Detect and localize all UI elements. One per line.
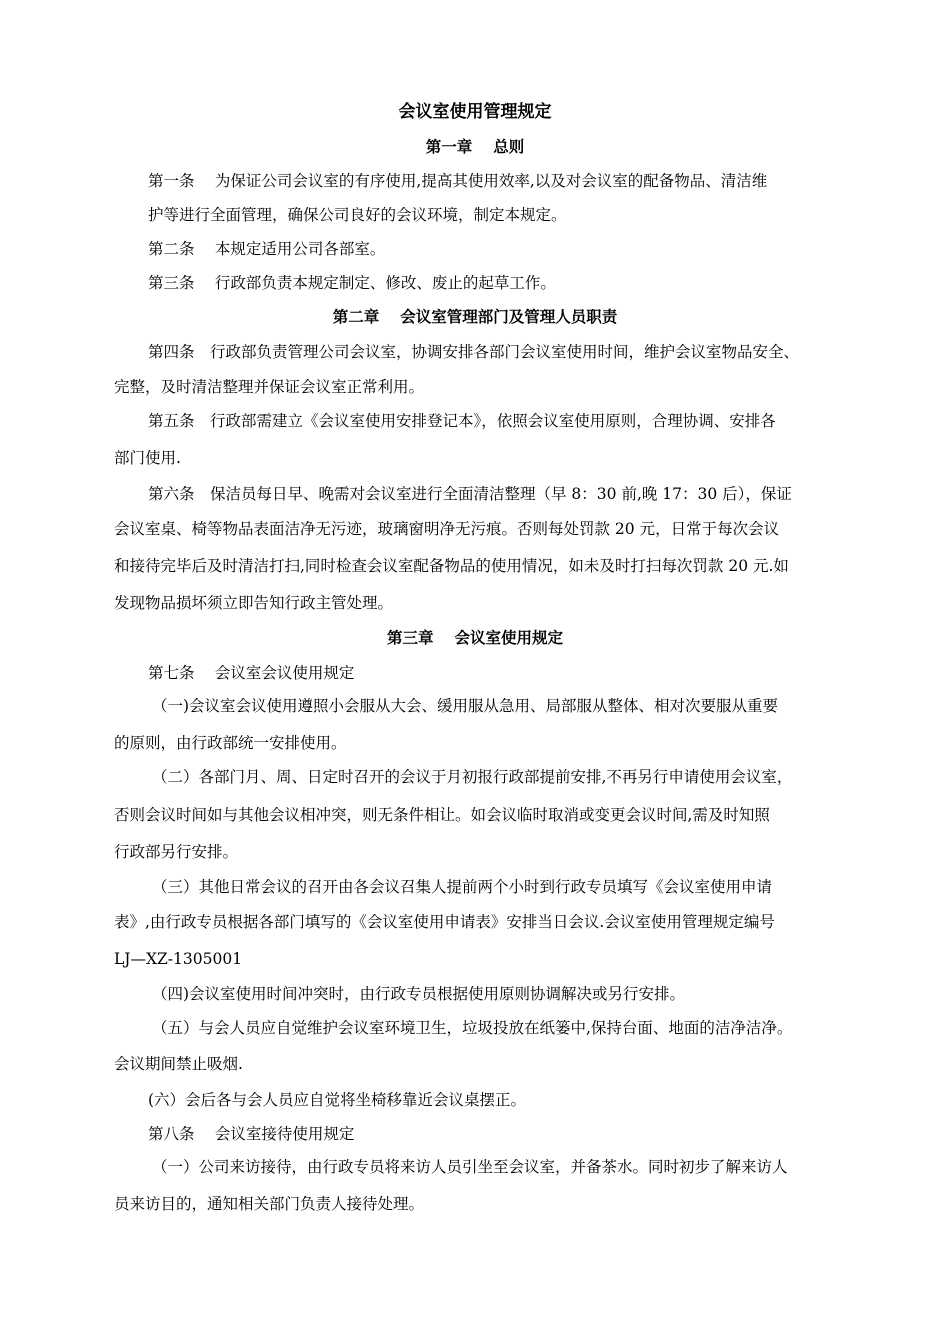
article-3: 第三条 行政部负责本规定制定、修改、废止的起草工作。 xyxy=(148,274,556,292)
clause-1-line-1: （一)会议室会议使用遵照小会服从大会、缓用服从急用、局部服从整体、相对次要服从重要 xyxy=(152,697,779,715)
clause-5-line-1: （五）与会人员应自觉维护会议室环境卫生，垃圾投放在纸篓中,保持台面、地面的洁净洁净。 xyxy=(152,1019,793,1037)
clause-3-line-2: 表》,由行政专员根据各部门填写的《会议室使用申请表》安排当日会议.会议室使用管理规定编号 xyxy=(114,913,775,931)
article-8: 第八条 会议室接待使用规定 xyxy=(148,1125,355,1143)
article-1-line-1: 第一条 为保证公司会议室的有序使用,提高其使用效率,以及对会议室的配备物品、清洁维 xyxy=(148,172,768,190)
chapter-1-heading: 第一章 总则 xyxy=(425,137,525,156)
clause-3-line-3: LJ—XZ-1305001 xyxy=(114,950,243,968)
clause-4: （四)会议室使用时间冲突时，由行政专员根据使用原则协调解决或另行安排。 xyxy=(152,985,686,1003)
article-5-line-1: 第五条 行政部需建立《会议室使用安排登记本》，依照会议室使用原则，合理协调、安排各 xyxy=(148,412,776,430)
clause-6: (六）会后各与会人员应自觉将坐椅移靠近会议桌摆正。 xyxy=(148,1091,527,1109)
clause-2-line-1: （二）各部门月、周、日定时召开的会议于月初报行政部提前安排,不再另行申请使用会议室， xyxy=(152,768,793,786)
chapter-2-heading: 第二章 会议室管理部门及管理人员职责 xyxy=(332,307,618,326)
article-2: 第二条 本规定适用公司各部室。 xyxy=(148,240,386,258)
clause-3-line-1: （三）其他日常会议的召开由各会议召集人提前两个小时到行政专员填写《会议室使用申请 xyxy=(152,878,773,896)
clause-5-line-2: 会议期间禁止吸烟. xyxy=(114,1055,243,1073)
article-7: 第七条 会议室会议使用规定 xyxy=(148,664,355,682)
article-5-line-2: 部门使用. xyxy=(114,449,181,467)
document-title: 会议室使用管理规定 xyxy=(398,102,552,122)
clause-2-line-2: 否则会议时间如与其他会议相冲突，则无条件相让。如会议临时取消或变更会议时间,需及时知照 xyxy=(114,806,770,824)
article-6-line-4: 发现物品损坏须立即告知行政主管处理。 xyxy=(114,594,394,612)
clause-1-line-2: 的原则，由行政部统一安排使用。 xyxy=(114,734,347,752)
article-4-line-1: 第四条 行政部负责管理公司会议室，协调安排各部门会议室使用时间，维护会议室物品安全、 xyxy=(148,343,800,361)
article-4-line-2: 完整，及时清洁整理并保证会议室正常利用。 xyxy=(114,378,425,396)
article-6-line-3: 和接待完毕后及时清洁打扫,同时检查会议室配备物品的使用情况，如未及时打扫每次罚款 20 元.如 xyxy=(114,557,789,575)
article-6-line-2: 会议室桌、椅等物品表面洁净无污迹，玻璃窗明净无污痕。否则每处罚款 20 元，日常于每次会议 xyxy=(114,520,780,538)
article-1-line-2: 护等进行全面管理，确保公司良好的会议环境，制定本规定。 xyxy=(148,206,567,224)
article-6-line-1: 第六条 保洁员每日早、晚需对会议室进行全面清洁整理（早 8：30 前,晚 17：30 后），保证 xyxy=(148,485,792,503)
reception-clause-1-line-2: 员来访目的，通知相关部门负责人接待处理。 xyxy=(114,1195,425,1213)
reception-clause-1-line-1: （一）公司来访接待，由行政专员将来访人员引坐至会议室，并备茶水。同时初步了解来访人 xyxy=(152,1158,788,1176)
clause-2-line-3: 行政部另行安排。 xyxy=(114,843,239,861)
chapter-3-heading: 第三章 会议室使用规定 xyxy=(387,628,563,647)
